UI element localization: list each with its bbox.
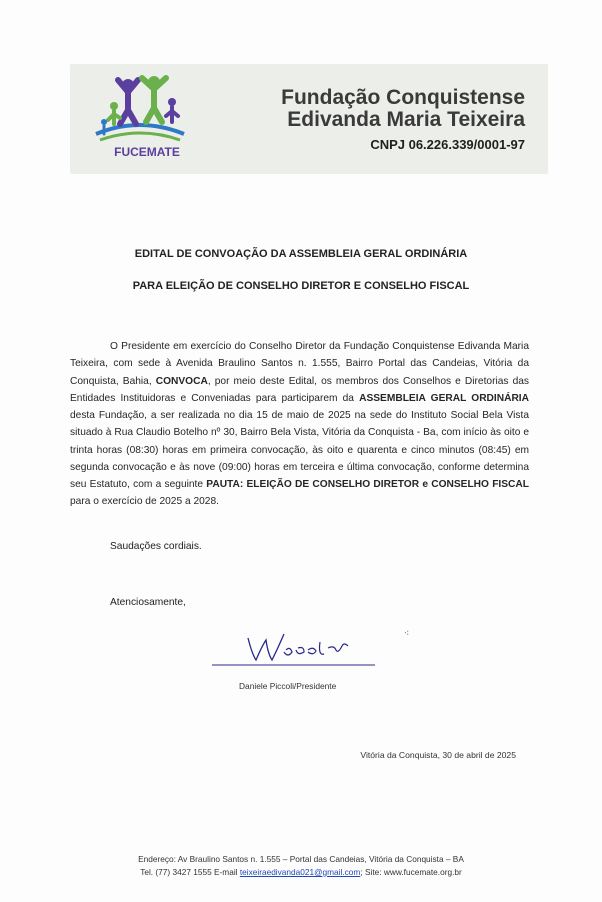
- logo-text: FUCEMATE: [114, 145, 180, 159]
- body-bold-convoca: CONVOCA: [155, 375, 208, 387]
- footer-site: ; Site: www.fucemate.org.br: [360, 867, 462, 877]
- footer-contact: [0, 867, 602, 877]
- signer-name: Daniele Piccoli/Presidente: [239, 681, 337, 691]
- document-title-line1: EDITAL DE CONVOAÇÃO DA ASSEMBLEIA GERAL ORDINÁRIA: [134, 248, 468, 260]
- footer-address: Endereço: Av Braulino Santos n. 1.555 – Portal das Candeias, Vitória da Conquista – BA: [138, 854, 464, 864]
- body-text-part: , por meio deste Edital, os membros dos Conselhos e Diretorias das Entidades Instituidoras e Conveniadas para participarem da: [70, 375, 529, 404]
- body-text-part: para o exercício de 2025 a 2028.: [70, 496, 219, 508]
- document-title-line2: PARA ELEIÇÃO DE CONSELHO DIRETOR E CONSELHO FISCAL: [132, 280, 470, 292]
- convocation-body: [70, 338, 529, 511]
- org-name-line1: Fundação Conquistense: [281, 86, 525, 109]
- org-name-line2: Edivanda Maria Teixeira: [287, 108, 525, 131]
- footer-phone: Tel. (77) 3427 1555 E-mail: [140, 867, 240, 877]
- organization-name: [281, 87, 525, 131]
- closing: Atenciosamente,: [110, 597, 186, 608]
- body-bold-assembly: ASSEMBLEIA GERAL ORDINÁRIA: [359, 392, 529, 404]
- greeting: Saudações cordiais.: [110, 541, 202, 552]
- email-link[interactable]: teixeiraedivanda021@gmail.com: [239, 867, 361, 877]
- cnpj-number: CNPJ 06.226.339/0001-97: [370, 137, 525, 152]
- body-bold-agenda: PAUTA: ELEIÇÃO DE CONSELHO DIRETOR e CONSELHO FISCAL: [206, 479, 529, 490]
- body-text-part: desta Fundação, a ser realizada no dia 15 de maio de 2025 na sede do Instituto Social Bela Vista situado à Rua Claudio Botelho nº 30, Bairro Bela Vista, Vitória da Conquista - Ba, com início às oito e trinta horas (08:30) horas em primeira convocação, às oito e quarenta e cinco minutos (08:45) em segunda convocação e às nove (09:00) horas em terceira e última convocação, conforme determina seu Estatuto, com a seguinte: [70, 410, 529, 490]
- ink-speck: ⁖: [404, 628, 410, 638]
- signature-icon: [212, 626, 382, 668]
- place-and-date: Vitória da Conquista, 30 de abril de 2025: [360, 750, 516, 760]
- body-text-part: O Presidente em exercício do Conselho Diretor da Fundação Conquistense Edivanda Maria Teixeira, com sede à Avenida Braulino Santos n. 1.555, Bairro Portal das Candeias, Vitória da Conquista, Bahia,: [70, 341, 529, 387]
- convocation-paragraph: [70, 338, 529, 511]
